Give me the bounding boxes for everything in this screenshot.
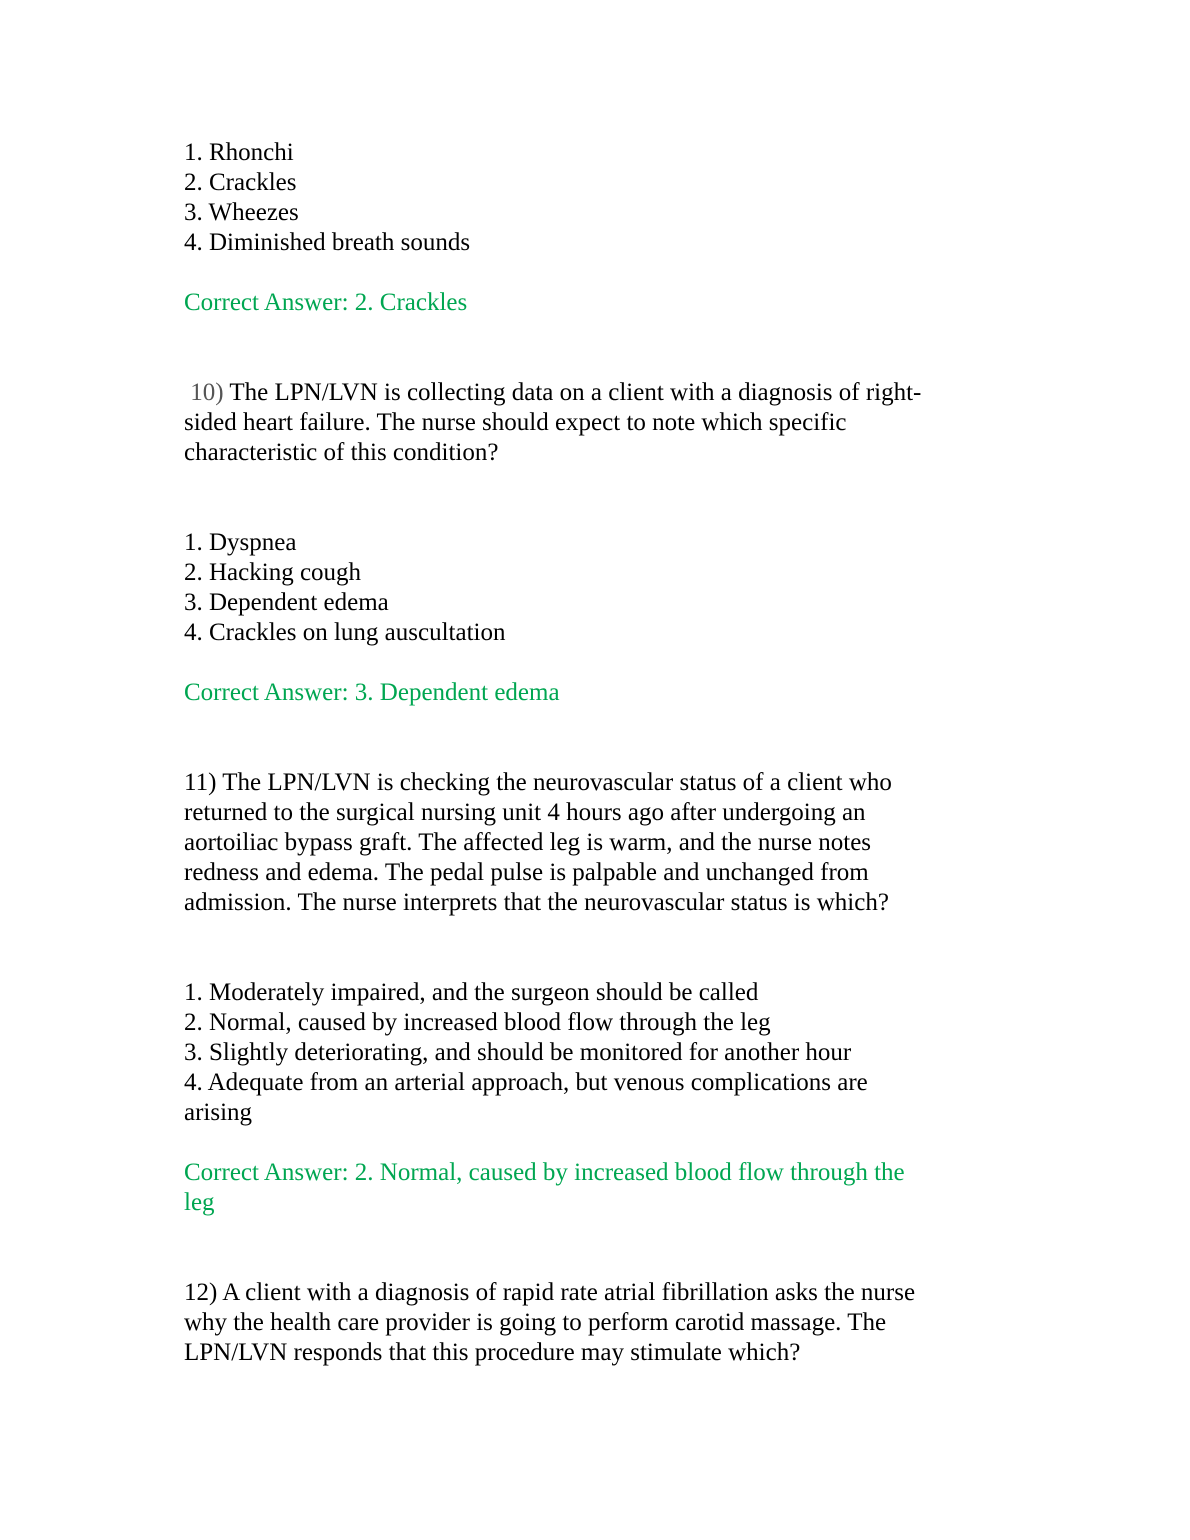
q11-option-1: 1. Moderately impaired, and the surgeon should be called xyxy=(184,979,759,1006)
q9-options xyxy=(184,138,984,258)
q11-option-4-continued: arising xyxy=(184,1099,253,1126)
spacer xyxy=(184,648,984,678)
spacer xyxy=(184,258,984,288)
q9-option-2: 2. Crackles xyxy=(184,169,297,196)
spacer xyxy=(184,318,984,378)
q11-option-3: 3. Slightly deteriorating, and should be monitored for another hour xyxy=(184,1039,852,1066)
q11-line-3: aortoiliac bypass graft. The affected leg is warm, and the nurse notes xyxy=(184,829,872,856)
q12-line-1: 12) A client with a diagnosis of rapid rate atrial fibrillation asks the nurse xyxy=(184,1279,916,1306)
spacer xyxy=(184,918,984,978)
spacer xyxy=(184,708,984,768)
q9-option-4: 4. Diminished breath sounds xyxy=(184,229,471,256)
q9-option-1: 1. Rhonchi xyxy=(184,139,294,166)
q12-line-2: why the health care provider is going to perform carotid massage. The xyxy=(184,1309,887,1336)
q10-line-3: characteristic of this condition? xyxy=(184,439,499,466)
q10-question xyxy=(184,378,984,468)
q10-options xyxy=(184,528,984,648)
q10-number: 10) xyxy=(190,379,224,406)
q12-question xyxy=(184,1278,984,1368)
q10-correct-answer: Correct Answer: 3. Dependent edema xyxy=(184,679,560,706)
q12-line-3: LPN/LVN responds that this procedure may stimulate which? xyxy=(184,1339,801,1366)
q10-option-2: 2. Hacking cough xyxy=(184,559,362,586)
q11-answer-line-2: leg xyxy=(184,1189,215,1216)
q10-line-1-text: The LPN/LVN is collecting data on a client with a diagnosis of right- xyxy=(229,379,922,406)
q9-option-3: 3. Wheezes xyxy=(184,199,299,226)
q10-option-4: 4. Crackles on lung auscultation xyxy=(184,619,506,646)
q9-correct-answer: Correct Answer: 2. Crackles xyxy=(184,289,468,316)
spacer xyxy=(184,1128,984,1158)
q10-line-1 xyxy=(184,378,984,408)
q10-option-3: 3. Dependent edema xyxy=(184,589,389,616)
q11-line-4: redness and edema. The pedal pulse is palpable and unchanged from xyxy=(184,859,869,886)
q11-options xyxy=(184,978,984,1128)
spacer xyxy=(184,468,984,528)
q10-option-1: 1. Dyspnea xyxy=(184,529,297,556)
q11-line-1: 11) The LPN/LVN is checking the neurovascular status of a client who xyxy=(184,769,892,796)
q11-option-4: 4. Adequate from an arterial approach, but venous complications are xyxy=(184,1069,868,1096)
q11-line-2: returned to the surgical nursing unit 4 hours ago after undergoing an xyxy=(184,799,866,826)
q11-line-5: admission. The nurse interprets that the neurovascular status is which? xyxy=(184,889,889,916)
q11-question xyxy=(184,768,984,918)
q11-answer-line-1: Correct Answer: 2. Normal, caused by increased blood flow through the xyxy=(184,1159,905,1186)
q11-correct-answer xyxy=(184,1158,984,1218)
document-page xyxy=(184,138,984,1368)
spacer xyxy=(184,1218,984,1278)
q11-option-2: 2. Normal, caused by increased blood flow through the leg xyxy=(184,1009,771,1036)
q10-line-2: sided heart failure. The nurse should expect to note which specific xyxy=(184,409,847,436)
